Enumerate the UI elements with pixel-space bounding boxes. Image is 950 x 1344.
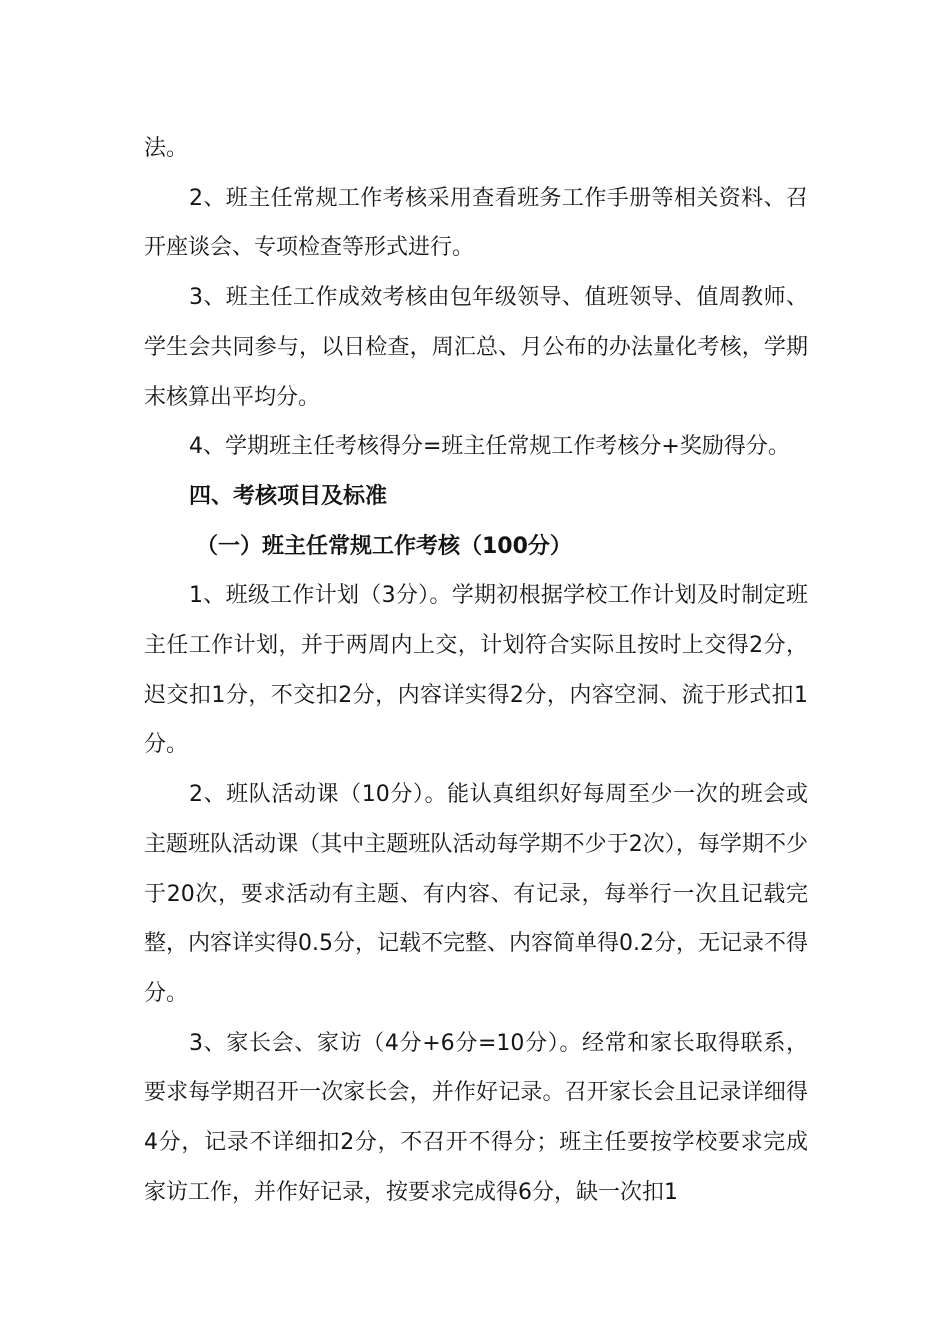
paragraph-score-formula: 4、学期班主任考核得分=班主任常规工作考核分+奖励得分。 [189, 434, 790, 460]
paragraph-work-plan: 1、班级工作计划（3分）。学期初根据学校工作计划及时制定班主任工作计划，并于两周内上交，计划符合实际且按时上交得2分，迟交扣1分，不交扣2分，内容详实得2分，内容空洞、流于形式扣1分。 [144, 583, 808, 758]
paragraph-parent-meeting: 3、家长会、家访（4分+6分=10分）。经常和家长取得联系，要求每学期召开一次家长会，并作好记录。召开家长会且记录详细得4分，记录不详细扣2分，不召开不得分；班主任要按学校要求完成家访工作，并作好记录，按要求完成得6分，缺一次扣1 [144, 1030, 808, 1205]
document-body [144, 124, 808, 1217]
paragraph-assessment-method: 2、班主任常规工作考核采用查看班务工作手册等相关资料、召开座谈会、专项检查等形式进行。 [144, 185, 808, 261]
section-heading: 四、考核项目及标准 [189, 483, 388, 509]
subsection-heading: （一）班主任常规工作考核（100分） [196, 533, 572, 559]
paragraph-class-activity: 2、班队活动课（10分）。能认真组织好每周至少一次的班会或主题班队活动课（其中主题班队活动每学期不少于2次），每学期不少于20次，要求活动有主题、有内容、有记录，每举行一次且记载完整，内容详实得0.5分，记载不完整、内容简单得0.2分，无记录不得分。 [144, 782, 808, 1006]
paragraph-effectiveness-assessment: 3、班主任工作成效考核由包年级领导、值班领导、值周教师、学生会共同参与，以日检查，周汇总、月公布的办法量化考核，学期末核算出平均分。 [144, 285, 808, 410]
paragraph-continuation: 法。 [144, 136, 189, 161]
